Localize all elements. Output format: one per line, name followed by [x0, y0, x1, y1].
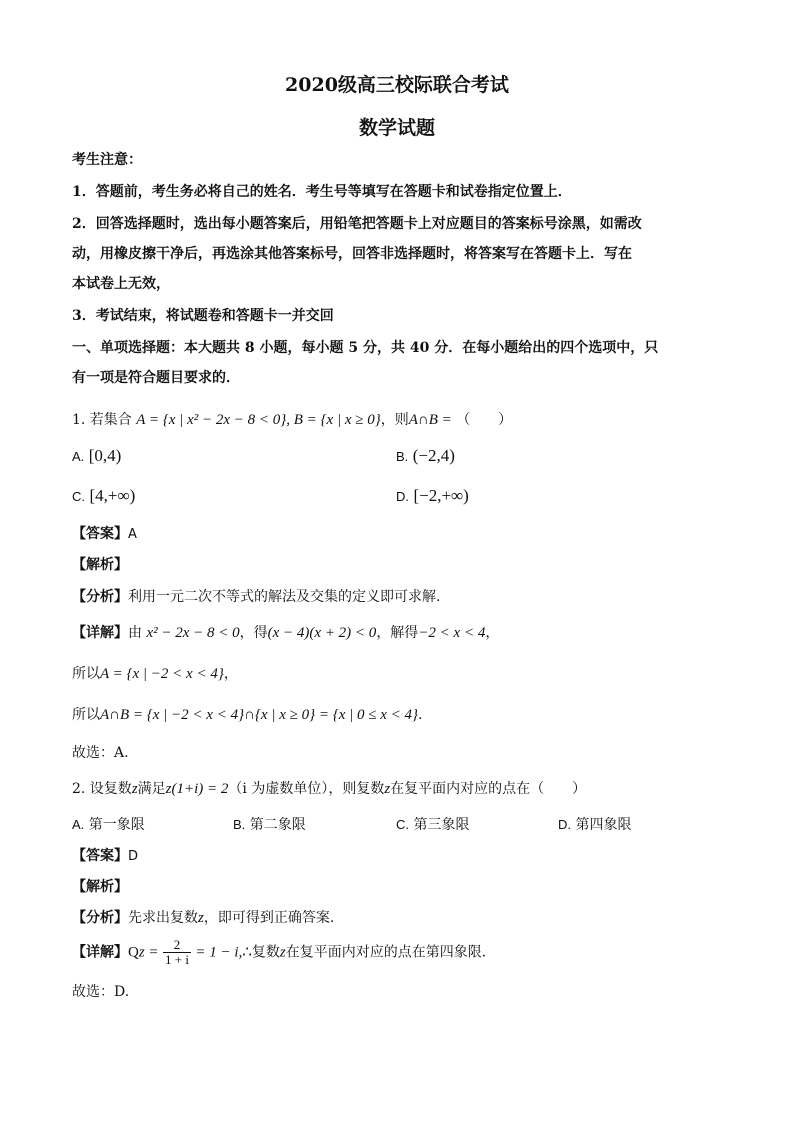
section-1-line-1: 一、单项选择题：本大题共 8 小题，每小题 5 分，共 40 分．在每小题给出的四个选项中，只 [72, 340, 659, 356]
q1-stem [72, 410, 512, 430]
q2-answer [72, 846, 138, 867]
q1-option-a [72, 446, 121, 467]
q1-suffix: ，则 [380, 412, 409, 428]
q1-set-b: , B = {x | x ≥ 0} [286, 412, 381, 428]
q1-option-a-value: [0,4) [88, 446, 122, 465]
q1-so-2 [72, 705, 422, 725]
q1-detail-factored: (x − 4)(x + 2) < 0 [267, 625, 377, 641]
q1-option-d [396, 486, 469, 507]
q2-fenxi-text-a: 先求出复数 [128, 910, 198, 926]
q2-equation: z(1+i) = 2 [165, 781, 229, 797]
q1-answer-value: A [128, 527, 137, 542]
notice-item-2-line-3: 本试卷上无效， [72, 276, 170, 292]
q1-prefix: 1. 若集合 [72, 412, 132, 428]
q1-option-b-label: B. [396, 449, 409, 464]
q2-z-2: z [384, 781, 391, 797]
q1-detail-text-d: ， [485, 625, 500, 641]
notice-item-2-line-2: 动，用橡皮擦干净后，再选涂其他答案标号，回答非选择题时，将答案写在答题卡上．写在 [72, 246, 632, 262]
q2-option-b-value: 第二象限 [249, 817, 306, 833]
q1-paren: （ ） [456, 412, 513, 428]
q1-fenxi-text: 利用一元二次不等式的解法及交集的定义即可求解. [128, 589, 441, 605]
q1-analysis-tag: 【解析】 [72, 557, 128, 573]
q2-answer-value: D [128, 849, 139, 864]
notice-heading: 考生注意： [72, 152, 142, 168]
notice-item-2-line-1: 2．回答选择题时，选出每小题答案后，用铅笔把答题卡上对应题目的答案标号涂黑，如需改 [72, 216, 642, 232]
exam-title: 2020级高三校际联合考试 [285, 74, 509, 96]
q1-option-a-label: A. [72, 449, 85, 464]
q1-so-1-suffix: ， [223, 666, 238, 682]
q2-fraction-numerator: 2 [163, 938, 191, 953]
q1-option-b [396, 446, 455, 467]
q1-option-b-value: (−2,4) [412, 446, 455, 465]
q2-detail-z: z = [138, 944, 159, 961]
q1-detail [72, 623, 499, 643]
q1-detail-text-c: ，解得 [376, 625, 419, 641]
q2-z: z [131, 781, 138, 797]
q2-answer-tag: 【答案】 [72, 848, 128, 864]
q1-so-2-prefix: 所以 [72, 707, 100, 723]
q2-option-b [233, 815, 306, 835]
q2-detail-z-2: z [279, 944, 286, 961]
q2-analysis-tag: 【解析】 [72, 879, 128, 895]
q2-option-b-label: B. [233, 817, 246, 832]
q2-fraction-denominator: 1 + i [165, 952, 189, 967]
q1-detail-text-a: 由 [128, 625, 142, 641]
q2-detail-therefore: ∴ [242, 944, 252, 961]
q2-detail-q: Q [128, 944, 139, 961]
q1-option-c-value: [4,+∞) [89, 486, 136, 505]
section-1-line-2: 有一项是符合题目要求的． [72, 370, 240, 386]
q2-detail-end: 在复平面内对应的点在第四象限. [285, 944, 487, 961]
q1-option-d-value: [−2,+∞) [413, 486, 469, 505]
q1-fenxi [72, 587, 440, 607]
q1-answer [72, 524, 137, 545]
q2-detail-text: 复数 [251, 944, 280, 961]
q2-option-a [72, 815, 145, 835]
q1-so-1-prefix: 所以 [72, 666, 100, 682]
exam-subtitle: 数学试题 [358, 117, 435, 139]
q1-fenxi-tag: 【分析】 [72, 589, 128, 605]
q2-mid-1: 满足 [137, 781, 166, 797]
q2-option-d-value: 第四象限 [575, 817, 632, 833]
q1-detail-tag: 【详解】 [72, 625, 128, 641]
q1-answer-tag: 【答案】 [72, 526, 128, 542]
q1-expr: A∩B = [408, 412, 452, 428]
q1-option-c-label: C. [72, 489, 85, 504]
q2-option-d [558, 815, 631, 835]
q2-stem [72, 779, 586, 799]
notice-item-3: 3．考试结束，将试题卷和答题卡一并交回 [72, 308, 334, 324]
q2-choose: 故选：D. [72, 984, 130, 1000]
q2-option-a-label: A. [72, 817, 85, 832]
notice-item-1: 1．答题前，考生务必将自己的姓名．考生号等填写在答题卡和试卷指定位置上． [72, 184, 572, 200]
q1-so-1-expr: A = {x | −2 < x < 4} [100, 666, 224, 682]
q1-so-2-expr: A∩B = {x | −2 < x < 4}∩{x | x ≥ 0} = {x | 0 ≤ x < 4} [100, 707, 418, 723]
q1-option-d-label: D. [396, 489, 409, 504]
q1-so-1 [72, 664, 238, 684]
q2-mid-2: （i 为虚数单位），则复数 [228, 781, 385, 797]
q2-option-c [396, 815, 469, 835]
q2-detail-tag: 【详解】 [72, 944, 128, 961]
q2-detail-eq: = 1 − i, [195, 944, 243, 961]
q2-option-a-value: 第一象限 [88, 817, 145, 833]
q2-fenxi-z: z [198, 910, 204, 926]
q2-detail-fraction [163, 938, 191, 967]
q2-fenxi [72, 908, 334, 928]
q2-option-c-label: C. [396, 817, 409, 832]
q1-set-a: A = {x | x² − 2x − 8 < 0} [136, 412, 287, 428]
q1-detail-range: −2 < x < 4 [418, 625, 486, 641]
q1-choose: 故选：A. [72, 745, 129, 761]
q1-option-c [72, 486, 135, 507]
q1-detail-text-b: ，得 [239, 625, 268, 641]
q1-so-2-suffix: . [418, 707, 423, 723]
q2-option-c-value: 第三象限 [413, 817, 470, 833]
q2-fenxi-tag: 【分析】 [72, 910, 128, 926]
q2-detail [72, 938, 486, 967]
q2-mid-3: 在复平面内对应的点在（ ） [390, 781, 587, 797]
q2-fenxi-text-b: ，即可得到正确答案. [203, 910, 335, 926]
q1-detail-ineq: x² − 2x − 8 < 0 [146, 625, 240, 641]
q2-prefix: 2. 设复数 [72, 781, 132, 797]
q2-option-d-label: D. [558, 817, 571, 832]
